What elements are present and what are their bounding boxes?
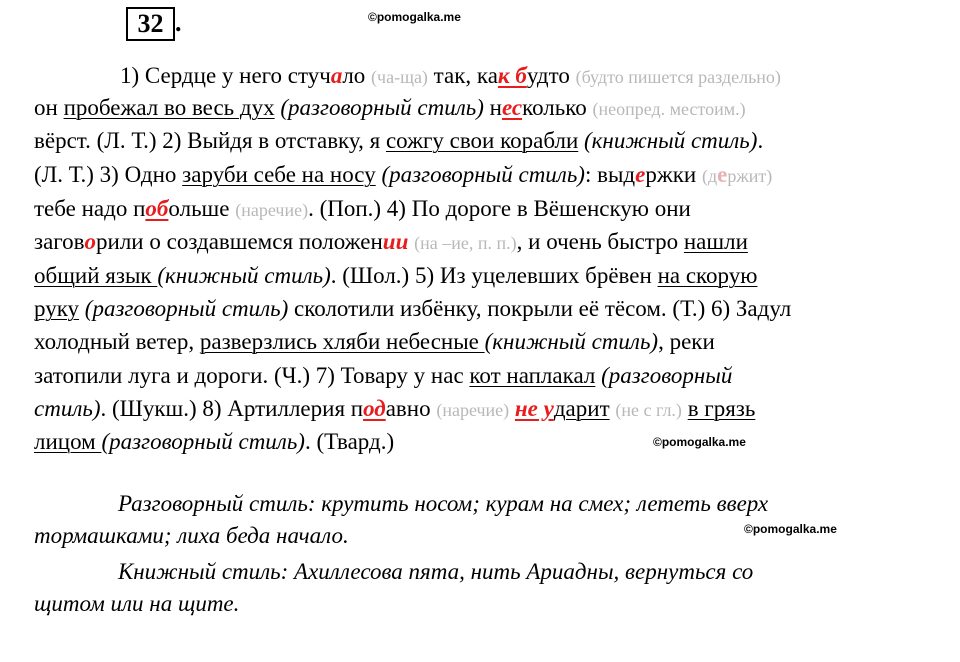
text-segment: сколотили избёнку, покрыли её тёсом. (Т.) 6) Задул bbox=[288, 296, 792, 321]
text-segment: руку bbox=[34, 296, 80, 321]
watermark: ©pomogalka.me bbox=[653, 435, 746, 449]
text-segment: разверзлись хляби небесные bbox=[199, 329, 485, 354]
text-segment: затопили луга и дороги. (Ч.) 7) Товару у нас bbox=[34, 363, 470, 388]
text-segment: кот наплакал bbox=[469, 363, 596, 388]
text-segment: лицом bbox=[34, 429, 102, 454]
text-segment: на скорую bbox=[657, 263, 758, 288]
text-segment: Книжный стиль: Ахиллесова пята, нить Ариадны, вернуться со bbox=[118, 559, 754, 584]
text-segment: (разговорный стиль) bbox=[101, 429, 305, 454]
text-segment: ржит) bbox=[727, 166, 773, 186]
text-segment: дарит bbox=[553, 396, 610, 421]
summary-line bbox=[118, 556, 753, 588]
text-line bbox=[34, 159, 772, 192]
text-segment: а bbox=[330, 63, 343, 88]
text-line bbox=[34, 393, 755, 426]
text-segment: пробежал во весь дух bbox=[63, 95, 275, 120]
text-segment: (на –ие, п. п.) bbox=[414, 233, 517, 253]
text-segment: (книжный стиль) bbox=[157, 263, 331, 288]
text-segment: е bbox=[635, 162, 646, 187]
text-segment: так, ка bbox=[427, 63, 498, 88]
watermark: ©pomogalka.me bbox=[744, 522, 837, 536]
text-segment: . (Твард.) bbox=[304, 429, 395, 454]
text-line bbox=[34, 226, 748, 259]
text-segment: к б bbox=[497, 63, 527, 88]
text-segment: ии bbox=[382, 229, 409, 254]
text-segment: не у bbox=[514, 396, 554, 421]
text-segment: (книжный стиль) bbox=[484, 329, 659, 354]
text-segment: ес bbox=[501, 95, 523, 120]
text-segment: (разговорный bbox=[601, 363, 733, 388]
text-line bbox=[34, 293, 791, 325]
text-segment: (будто пишется раздельно) bbox=[575, 67, 781, 87]
text-segment: вёрст. (Л. Т.) 2) Выйдя в отставку, я bbox=[34, 128, 386, 153]
text-segment: Разговорный стиль: крутить носом; курам на смех; лететь вверх bbox=[118, 491, 769, 516]
text-segment: общий язык bbox=[34, 263, 158, 288]
text-segment: холодный ветер, bbox=[34, 329, 200, 354]
text-segment: удто bbox=[526, 63, 576, 88]
text-segment: заруби себе на носу bbox=[182, 162, 376, 187]
text-line bbox=[120, 60, 781, 93]
text-segment: ольше bbox=[168, 196, 236, 221]
text-segment: о bbox=[84, 229, 97, 254]
text-segment: . bbox=[757, 128, 764, 153]
text-line bbox=[34, 193, 691, 226]
text-line bbox=[34, 92, 746, 125]
text-line bbox=[34, 426, 394, 458]
text-segment: (книжный стиль) bbox=[584, 128, 758, 153]
text-segment: загов bbox=[34, 229, 85, 254]
text-segment: (разговорный стиль) bbox=[381, 162, 585, 187]
text-segment: рили о создавшемся положен bbox=[96, 229, 383, 254]
summary-line bbox=[34, 520, 349, 552]
text-segment: . (Поп.) 4) По дороге в Вёшенскую они bbox=[308, 196, 691, 221]
text-segment: щитом или на щите. bbox=[34, 591, 240, 616]
text-segment: стиль) bbox=[34, 396, 101, 421]
text-segment: 1) Сердце у него стуч bbox=[120, 63, 331, 88]
text-line bbox=[34, 326, 715, 358]
text-segment: н bbox=[483, 95, 502, 120]
exercise-number: 32 bbox=[137, 9, 164, 38]
text-segment: нашли bbox=[683, 229, 748, 254]
text-segment: тормашками; лиха беда начало. bbox=[34, 523, 349, 548]
text-segment: (Л. Т.) 3) Одно bbox=[34, 162, 183, 187]
text-segment: : выд bbox=[584, 162, 636, 187]
text-segment: (наречие) bbox=[436, 400, 510, 420]
text-segment: . (Шукш.) 8) Артиллерия п bbox=[100, 396, 364, 421]
text-segment: (наречие) bbox=[235, 200, 309, 220]
text-segment: (не с гл.) bbox=[615, 400, 682, 420]
summary-line bbox=[118, 488, 768, 520]
text-segment: тебе надо п bbox=[34, 196, 146, 221]
summary-line bbox=[34, 588, 239, 620]
text-segment: сожгу свои корабли bbox=[385, 128, 579, 153]
text-segment: . (Шол.) 5) Из уцелевших брёвен bbox=[330, 263, 658, 288]
text-segment: од bbox=[363, 396, 386, 421]
text-segment: он bbox=[34, 95, 64, 120]
text-segment: , реки bbox=[658, 329, 715, 354]
text-line bbox=[34, 125, 763, 157]
exercise-number-box bbox=[126, 7, 175, 41]
text-line bbox=[34, 360, 732, 392]
text-segment: авно bbox=[385, 396, 437, 421]
watermark: ©pomogalka.me bbox=[368, 10, 461, 24]
text-segment: (разговорный стиль) bbox=[84, 296, 289, 321]
text-segment: , и очень быстро bbox=[516, 229, 684, 254]
exercise-number-dot: . bbox=[175, 8, 182, 37]
text-segment: ржки bbox=[645, 162, 702, 187]
text-line bbox=[34, 260, 757, 292]
text-segment: об bbox=[145, 196, 169, 221]
text-segment: ло bbox=[342, 63, 372, 88]
text-segment: (разговорный стиль) bbox=[280, 95, 484, 120]
text-segment: в грязь bbox=[687, 396, 756, 421]
text-segment: е bbox=[717, 162, 728, 187]
text-segment: (ча-ща) bbox=[371, 67, 428, 87]
text-segment: колько bbox=[522, 95, 593, 120]
text-segment: (неопред. местоим.) bbox=[592, 99, 746, 119]
text-segment: (д bbox=[701, 166, 718, 186]
